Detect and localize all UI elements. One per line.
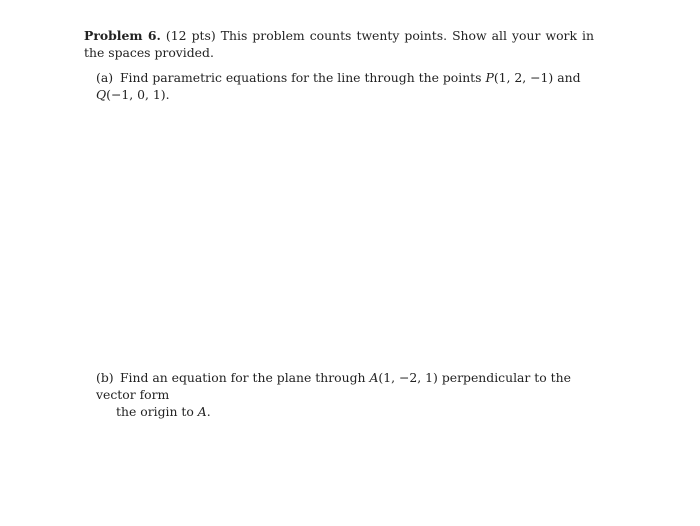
part-b-text-before: Find an equation for the plane through — [119, 370, 370, 385]
point-a-name: A — [369, 370, 379, 385]
point-q-name: Q — [96, 87, 107, 102]
point-p-coords: (1, 2, −1) — [493, 70, 554, 85]
part-b-text-line2 — [96, 403, 594, 420]
part-b-text — [96, 370, 571, 402]
part-b-line2-after: . — [206, 404, 211, 419]
point-p-name: P — [485, 70, 494, 85]
part-a-conjunction: and — [553, 70, 581, 85]
part-a — [96, 69, 594, 103]
part-b — [96, 369, 594, 420]
part-a-text — [96, 70, 581, 102]
problem-points: (12 pts) — [165, 28, 216, 43]
point-a-coords: (1, −2, 1) — [378, 370, 438, 385]
problem-intro: This problem counts twenty points. Show all your work in the spaces provided. — [84, 28, 594, 60]
part-b-line2-before: the origin to — [116, 404, 198, 419]
part-a-label: (a) — [96, 70, 114, 85]
point-q-coords: (−1, 0, 1). — [106, 87, 170, 102]
part-b-text-middle: perpendicular to the vector form — [96, 370, 571, 402]
problem-statement — [84, 27, 594, 61]
part-b-label: (b) — [96, 370, 114, 385]
part-a-text-before: Find parametric equations for the line through the points — [119, 70, 486, 85]
point-a-ref: A — [197, 404, 207, 419]
problem-title: Problem 6. — [84, 28, 161, 43]
